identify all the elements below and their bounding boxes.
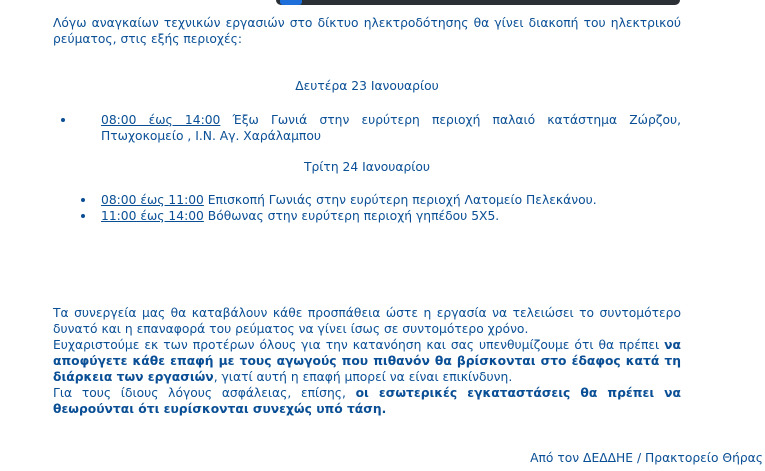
bullet-icon bbox=[81, 214, 85, 218]
list-item bbox=[101, 192, 681, 208]
closing-paragraph-2 bbox=[53, 337, 681, 385]
monday-outage-list bbox=[81, 112, 681, 144]
outage-area: Έξω Γωνιά στην ευρύτερη περιοχή παλαιό κατάστημα Ζώρζου, Πτωχοκομείο , Ι.Ν. Αγ. Χαράλαμπου bbox=[101, 113, 681, 143]
list-item bbox=[101, 208, 681, 224]
closing-text: Για τους ίδιους λόγους ασφάλειας, επίσης, bbox=[53, 386, 356, 400]
intro-paragraph: Λόγω αναγκαίων τεχνικών εργασιών στο δίκτυο ηλεκτροδότησης θα γίνει διακοπή του ηλεκτρικού ρεύματος, στις εξής περιοχές: bbox=[53, 16, 681, 46]
bullet-icon bbox=[61, 118, 65, 122]
outage-time: 08:00 έως 14:00 bbox=[101, 113, 221, 127]
closing-section bbox=[53, 305, 681, 417]
closing-paragraph-3 bbox=[53, 385, 681, 417]
closing-text: , γιατί αυτή η επαφή μπορεί να είναι επικίνδυνη. bbox=[213, 370, 513, 384]
closing-paragraph-1: Τα συνεργεία μας θα καταβάλουν κάθε προσπάθεια ώστε η εργασία να τελειώσει το συντομότερο δυνατό και η επαναφορά του ρεύματος να γίνει ίσως σε συντομότερο χρόνο. bbox=[53, 306, 681, 336]
tab-icon bbox=[280, 0, 302, 5]
closing-text: Ευχαριστούμε εκ των προτέρων όλους για την κατανόηση και σας υπενθυμίζουμε ότι θα πρέπει bbox=[53, 338, 665, 352]
outage-area: Βόθωνας στην ευρύτερη περιοχή γηπέδου 5Χ5. bbox=[203, 209, 500, 223]
bullet-icon bbox=[81, 198, 85, 202]
day-heading-monday: Δευτέρα 23 Ιανουαρίου bbox=[295, 79, 439, 93]
safety-warning: να αποφύγετε κάθε επαφή με τους αγωγούς που πιθανόν θα βρίσκονται στο έδαφος κατά τη διάρκεια των εργασιών bbox=[53, 338, 681, 384]
signature: Από τον ΔΕΔΔΗΕ / Πρακτορείο Θήρας bbox=[530, 451, 763, 465]
day-heading-tuesday: Τρίτη 24 Ιανουαρίου bbox=[303, 160, 431, 174]
tuesday-outage-list bbox=[101, 192, 681, 224]
outage-area: Επισκοπή Γωνιάς στην ευρύτερη περιοχή Λατομείο Πελεκάνου. bbox=[203, 193, 597, 207]
browser-top-bar bbox=[276, 0, 680, 5]
outage-time: 11:00 έως 14:00 bbox=[101, 209, 204, 223]
safety-warning: οι εσωτερικές εγκαταστάσεις θα πρέπει να θεωρούνται ότι ευρίσκονται συνεχώς υπό τάση. bbox=[53, 386, 682, 416]
outage-time: 08:00 έως 11:00 bbox=[101, 193, 204, 207]
list-item bbox=[81, 112, 681, 144]
